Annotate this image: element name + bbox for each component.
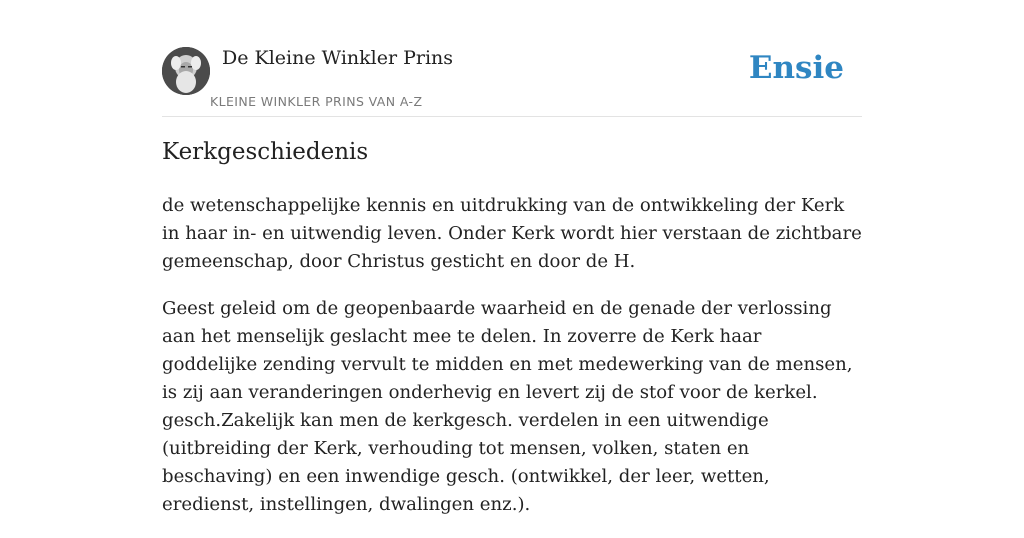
- article-title: Kerkgeschiedenis: [162, 139, 369, 165]
- article-paragraph: de wetenschappelijke kennis en uitdrukking van de ontwikkeling der Kerk in haar in- en uitwendig leven. Onder Kerk wordt hier verstaan de zichtbare gemeenschap, door Christus gesticht en door de H.: [162, 195, 862, 272]
- article-body: [162, 192, 862, 538]
- brand-logo[interactable]: Ensie: [748, 50, 844, 86]
- author-name[interactable]: De Kleine Winkler Prins: [222, 47, 454, 69]
- article-paragraph: Geest geleid om de geopenbaarde waarheid en de genade der verlossing aan het menselijk geslacht mee te delen. In zoverre de Kerk haar goddelijke zending vervult te midden en met medewerking van de mensen, is zij aan veranderingen onderhevig en levert zij de stof voor de kerkel. gesch.Zakelijk kan men de kerkgesch. verdelen in een uitwendige (uitbreiding der Kerk, verhouding tot mensen, volken, staten en beschaving) en een inwendige gesch. (ontwikkel, der leer, wetten, eredienst, instellingen, dwalingen enz.).: [162, 298, 853, 515]
- author-avatar[interactable]: [162, 47, 210, 95]
- header: [162, 45, 862, 117]
- avatar-portrait-icon: [162, 47, 210, 95]
- source-label[interactable]: KLEINE WINKLER PRINS VAN A-Z: [210, 94, 423, 109]
